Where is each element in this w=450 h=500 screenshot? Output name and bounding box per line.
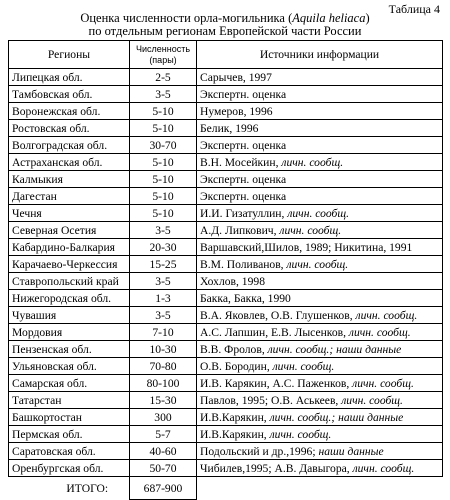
cell-count: 3-5 — [130, 222, 197, 239]
cell-count: 3-5 — [130, 307, 197, 324]
cell-region: Кабардино-Балкария — [9, 239, 130, 256]
cell-region: Чувашия — [9, 307, 130, 324]
source-fragment: Экспертн. оценка — [200, 172, 287, 186]
cell-source — [197, 460, 443, 477]
source-fragment: личн. сообщ. — [272, 359, 335, 373]
source-fragment: Экспертн. оценка — [200, 189, 287, 203]
source-fragment: А.Д. Липкович, — [200, 223, 280, 237]
source-fragment: В.М. Поливанов, — [200, 257, 287, 271]
cell-region: Чечня — [9, 205, 130, 222]
cell-region: Астраханская обл. — [9, 154, 130, 171]
source-fragment: В.В. Фролов, — [200, 342, 268, 356]
title-latin-name: Aquila heliaca — [292, 11, 366, 25]
total-empty — [197, 477, 443, 500]
cell-region: Саратовская обл. — [9, 443, 130, 460]
table-row — [9, 69, 443, 86]
header-region: Регионы — [9, 41, 130, 69]
cell-count: 70-80 — [130, 358, 197, 375]
table-row — [9, 358, 443, 375]
source-fragment: личн. сообщ.; наши данные — [267, 342, 402, 356]
table-row — [9, 426, 443, 443]
source-fragment: Экспертн. оценка — [200, 138, 287, 152]
source-fragment: личн. сообщ. — [352, 376, 414, 390]
cell-count: 5-10 — [130, 205, 197, 222]
total-label: ИТОГО: — [66, 481, 109, 495]
cell-count: 50-70 — [130, 460, 197, 477]
source-fragment: И.В.Карякин, — [200, 427, 270, 441]
source-fragment: Белик, 1996 — [200, 121, 259, 135]
cell-source — [197, 443, 443, 460]
source-fragment: Чибилев,1995; А.В. Давыгора, — [200, 461, 353, 475]
table-row — [9, 137, 443, 154]
cell-count: 5-10 — [130, 120, 197, 137]
cell-source — [197, 273, 443, 290]
cell-region: Татарстан — [9, 392, 130, 409]
cell-count: 1-3 — [130, 290, 197, 307]
source-fragment: И.В. Карякин, А.С. Паженков, — [200, 376, 353, 390]
table-row — [9, 443, 443, 460]
cell-source — [197, 86, 443, 103]
source-fragment: Варшавский,Шилов, 1989; Никитина, 1991 — [200, 240, 413, 254]
table-row — [9, 392, 443, 409]
source-fragment: личн. сообщ. — [287, 206, 350, 220]
population-table — [8, 40, 443, 500]
source-fragment: личн. сообщ. — [269, 427, 332, 441]
source-fragment: личн. сообщ. — [341, 393, 403, 407]
cell-source — [197, 154, 443, 171]
cell-source — [197, 120, 443, 137]
cell-region: Пермская обл. — [9, 426, 130, 443]
source-fragment: И.В.Карякин, — [200, 410, 270, 424]
cell-source — [197, 188, 443, 205]
table-row — [9, 341, 443, 358]
cell-source — [197, 222, 443, 239]
cell-count: 7-10 — [130, 324, 197, 341]
source-fragment: И.И. Гизатуллин, — [200, 206, 288, 220]
cell-count: 40-60 — [130, 443, 197, 460]
cell-count: 5-10 — [130, 171, 197, 188]
source-fragment: Бакка, Бакка, 1990 — [200, 291, 291, 305]
cell-region: Дагестан — [9, 188, 130, 205]
cell-region: Ростовская обл. — [9, 120, 130, 137]
cell-count: 10-30 — [130, 341, 197, 358]
table-subtitle: по отдельным регионам Европейской части России — [88, 24, 362, 38]
source-fragment: личн. сообщ. — [352, 461, 415, 475]
table-row — [9, 460, 443, 477]
table-header-row — [9, 41, 443, 69]
cell-region: Оренбургская обл. — [9, 460, 130, 477]
source-fragment: личн. сообщ. — [355, 308, 418, 322]
table-row — [9, 324, 443, 341]
source-fragment: Хохлов, 1998 — [200, 274, 265, 288]
cell-source — [197, 341, 443, 358]
total-row — [9, 477, 443, 500]
cell-source — [197, 375, 443, 392]
cell-source — [197, 307, 443, 324]
source-fragment: личн. сообщ. — [279, 223, 342, 237]
source-fragment: О.В. Бородин, — [200, 359, 273, 373]
cell-region: Башкортостан — [9, 409, 130, 426]
cell-source — [197, 324, 443, 341]
cell-source — [197, 103, 443, 120]
source-fragment: наши данные — [318, 444, 384, 458]
cell-count: 300 — [130, 409, 197, 426]
cell-count: 15-30 — [130, 392, 197, 409]
cell-source — [197, 256, 443, 273]
title-prefix: Оценка численности орла-могильника ( — [80, 11, 293, 25]
cell-region: Липецкая обл. — [9, 69, 130, 86]
source-fragment: Нумеров, 1996 — [200, 104, 273, 118]
header-source: Источники информации — [197, 41, 443, 69]
source-fragment: личн. сообщ.; наши данные — [269, 410, 404, 424]
table-row — [9, 307, 443, 324]
cell-region: Воронежская обл. — [9, 103, 130, 120]
cell-source — [197, 205, 443, 222]
source-fragment: Сарычев, 1997 — [200, 70, 272, 84]
cell-region: Карачаево-Черкессия — [9, 256, 130, 273]
cell-count: 3-5 — [130, 86, 197, 103]
source-fragment: личн. сообщ. — [281, 155, 344, 169]
table-row — [9, 290, 443, 307]
cell-count: 2-5 — [130, 69, 197, 86]
table-row — [9, 273, 443, 290]
cell-region: Пензенская обл. — [9, 341, 130, 358]
cell-source — [197, 392, 443, 409]
source-fragment: Подольский и др.,1996; — [200, 444, 319, 458]
cell-count: 30-70 — [130, 137, 197, 154]
cell-count: 80-100 — [130, 375, 197, 392]
cell-region: Ставропольский край — [9, 273, 130, 290]
header-count: Численность (пары) — [130, 41, 197, 69]
source-fragment: А.С. Лапшин, Е.В. Лысенков, — [200, 325, 349, 339]
cell-source — [197, 409, 443, 426]
cell-count: 15-25 — [130, 256, 197, 273]
cell-region: Мордовия — [9, 324, 130, 341]
cell-count: 5-7 — [130, 426, 197, 443]
cell-source — [197, 426, 443, 443]
table-row — [9, 154, 443, 171]
source-fragment: личн. сообщ. — [286, 257, 349, 271]
source-fragment: личн. сообщ. — [348, 325, 411, 339]
table-row — [9, 239, 443, 256]
source-fragment: В.А. Яковлев, О.В. Глушенков, — [200, 308, 356, 322]
cell-region: Самарская обл. — [9, 375, 130, 392]
cell-count: 5-10 — [130, 103, 197, 120]
source-fragment: В.Н. Мосейкин, — [200, 155, 282, 169]
cell-count: 20-30 — [130, 239, 197, 256]
total-value: 687-900 — [130, 477, 197, 500]
title-suffix: ) — [365, 11, 370, 25]
cell-source — [197, 171, 443, 188]
cell-source — [197, 239, 443, 256]
cell-source — [197, 290, 443, 307]
source-fragment: Павлов, 1995; О.В. Аськеев, — [200, 393, 342, 407]
table-row — [9, 171, 443, 188]
cell-count: 5-10 — [130, 188, 197, 205]
cell-region: Волгоградская обл. — [9, 137, 130, 154]
source-fragment: Экспертн. оценка — [200, 87, 287, 101]
cell-count: 5-10 — [130, 154, 197, 171]
cell-source — [197, 69, 443, 86]
cell-region: Тамбовская обл. — [9, 86, 130, 103]
table-row — [9, 222, 443, 239]
table-row — [9, 86, 443, 103]
table-number-label: Таблица 4 — [388, 2, 440, 16]
cell-source — [197, 358, 443, 375]
table-row — [9, 256, 443, 273]
cell-count: 3-5 — [130, 273, 197, 290]
cell-region: Ульяновская обл. — [9, 358, 130, 375]
table-row — [9, 103, 443, 120]
cell-region: Калмыкия — [9, 171, 130, 188]
cell-region: Северная Осетия — [9, 222, 130, 239]
table-row — [9, 205, 443, 222]
table-row — [9, 375, 443, 392]
table-row — [9, 120, 443, 137]
cell-region: Нижегородская обл. — [9, 290, 130, 307]
table-row — [9, 409, 443, 426]
table-row — [9, 188, 443, 205]
cell-source — [197, 137, 443, 154]
